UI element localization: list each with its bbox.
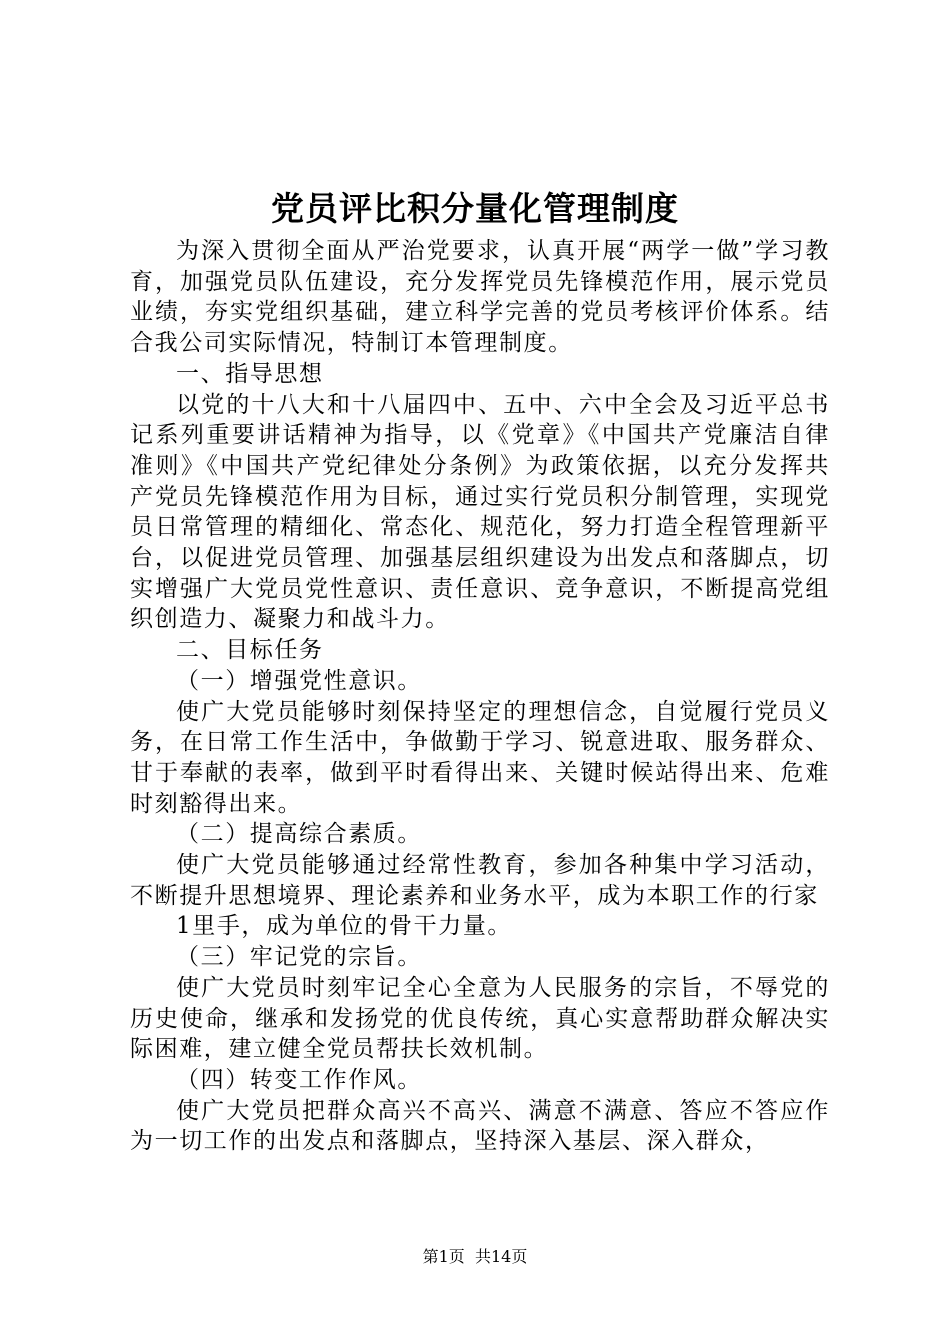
quality-paragraph: 使广大党员能够通过经常性教育，参加各种集中学习活动，不断提升思想境界、理论素养和业务水平，成为本职工作的行家: [130, 852, 830, 909]
section-heading-guiding-thought: 一、指导思想: [176, 360, 324, 387]
subheading-work-style: （四）转变工作作风。: [176, 1066, 422, 1093]
section-heading-objectives: 二、目标任务: [176, 637, 324, 664]
intro-paragraph: 为深入贯彻全面从严治党要求，认真开展“两学一做”学习教育，加强党员队伍建设，充分发挥党员先锋模范作用，展示党员业绩，夯实党组织基础，建立科学完善的党员考核评价体系。结合我公司实际情况，特制订本管理制度。: [130, 238, 830, 357]
page-footer: [0, 1246, 950, 1268]
guiding-thought-paragraph: 以党的十八大和十八届四中、五中、六中全会及习近平总书记系列重要讲话精神为指导，以《党章》《中国共产党廉洁自律准则》《中国共产党纪律处分条例》为政策依据，以充分发挥共产党员先锋模范作用为目标，通过实行党员积分制管理，实现党员日常管理的精细化、常态化、规范化，努力打造全程管理新平台，以促进党员管理、加强基层组织建设为出发点和落脚点，切实增强广大党员党性意识、责任意识、竞争意识，不断提高党组织创造力、凝聚力和战斗力。: [130, 391, 830, 633]
footer-spacer: [465, 1247, 475, 1266]
purpose-paragraph: 使广大党员时刻牢记全心全意为人民服务的宗旨，不辱党的历史使命，继承和发扬党的优良传统，真心实意帮助群众解决实际困难，建立健全党员帮扶长效机制。: [130, 974, 830, 1063]
page-number: 第1页: [422, 1247, 465, 1266]
quality-paragraph-continued: 1里手，成为单位的骨干力量。: [176, 913, 513, 940]
party-spirit-paragraph: 使广大党员能够时刻保持坚定的理想信念，自觉履行党员义务，在日常工作生活中，争做勤于学习、锐意进取、服务群众、甘于奉献的表率，做到平时看得出来、关键时候站得出来、危难时刻豁得出来。: [130, 698, 830, 817]
document-title: 党员评比积分量化管理制度: [271, 189, 679, 228]
subheading-quality: （二）提高综合素质。: [176, 821, 422, 848]
subheading-purpose: （三）牢记党的宗旨。: [176, 944, 422, 971]
subheading-party-spirit: （一）增强党性意识。: [176, 667, 422, 694]
document-body: [130, 236, 830, 1157]
work-style-paragraph: 使广大党员把群众高兴不高兴、满意不满意、答应不答应作为一切工作的出发点和落脚点，坚持深入基层、深入群众，: [130, 1097, 830, 1155]
page-total: 共14页: [474, 1247, 528, 1266]
